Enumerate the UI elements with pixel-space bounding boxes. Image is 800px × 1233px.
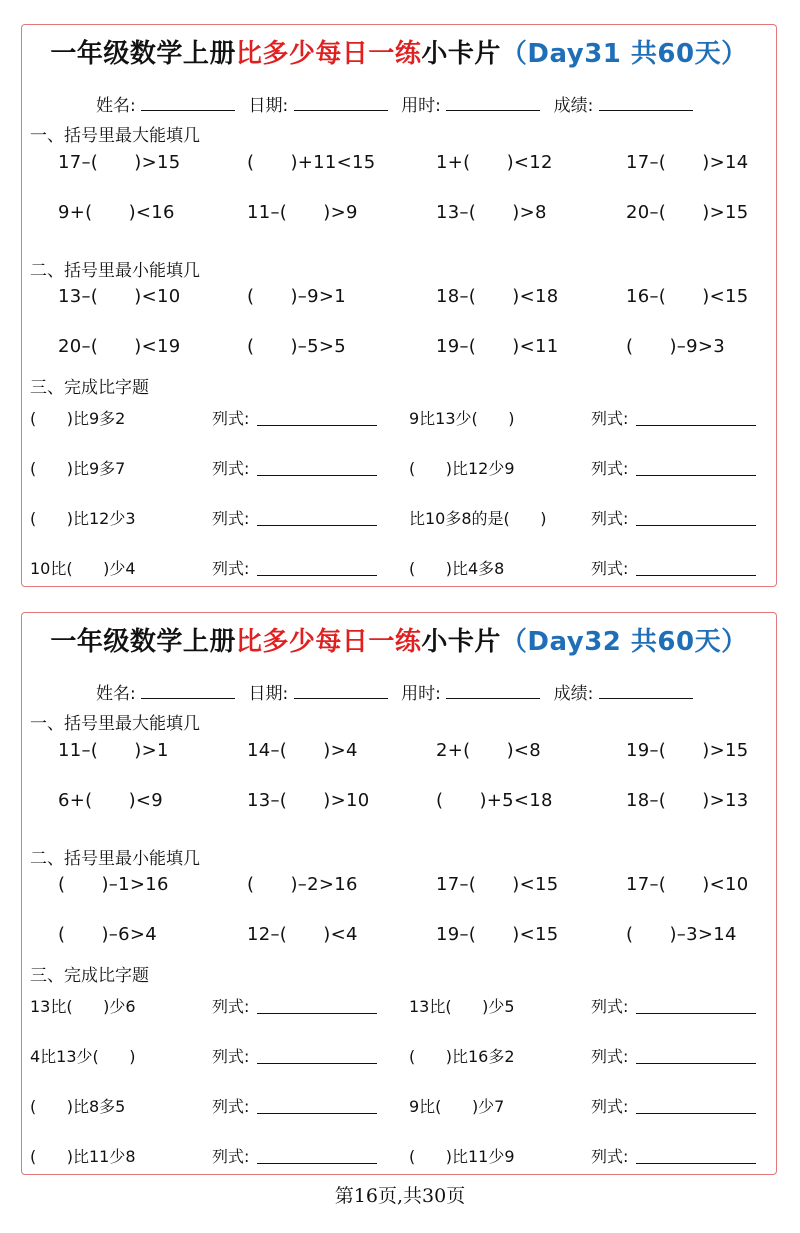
section3-row-1	[22, 994, 776, 1018]
title-part-3: 小卡片	[421, 39, 501, 69]
word-question: ( )比16多2	[409, 1047, 515, 1066]
question: 18–( )>13	[626, 790, 749, 811]
word-question: 13比( )少6	[30, 997, 136, 1016]
section2-row-1	[22, 874, 776, 898]
word-question: ( )比4多8	[409, 559, 505, 578]
question: 17–( )<10	[626, 874, 749, 895]
section3-heading: 三、完成比字题	[30, 966, 149, 986]
word-question: ( )比9多7	[30, 459, 126, 478]
equation-blank[interactable]	[636, 1012, 756, 1014]
section3-heading: 三、完成比字题	[30, 378, 149, 398]
question: 12–( )<4	[247, 924, 358, 945]
section1-row-1	[22, 740, 776, 764]
question: 18–( )<18	[436, 286, 559, 307]
word-question: ( )比11少8	[30, 1147, 136, 1166]
question: 17–( )>14	[626, 152, 749, 173]
question: 2+( )<8	[436, 740, 542, 761]
equation-label: 列式:	[591, 509, 629, 528]
equation-label: 列式:	[591, 459, 629, 478]
name-label: 姓名:	[96, 684, 136, 704]
word-question: 9比( )少7	[409, 1097, 505, 1116]
question: ( )–5>5	[247, 336, 346, 357]
word-question: 比10多8的是( )	[409, 509, 547, 528]
section1-heading: 一、括号里最大能填几	[30, 714, 200, 734]
time-label: 用时:	[401, 684, 441, 704]
equation-blank[interactable]	[257, 1062, 377, 1064]
equation-blank[interactable]	[257, 524, 377, 526]
equation-blank[interactable]	[636, 1112, 756, 1114]
info-row	[96, 91, 701, 116]
section1-row-1	[22, 152, 776, 176]
section3-row-2	[22, 456, 776, 480]
question: ( )–3>14	[626, 924, 737, 945]
question: 17–( )<15	[436, 874, 559, 895]
question: 20–( )<19	[58, 336, 181, 357]
equation-label: 列式:	[591, 409, 629, 428]
question: 19–( )>15	[626, 740, 749, 761]
equation-label: 列式:	[212, 997, 250, 1016]
info-row	[96, 679, 701, 704]
equation-blank[interactable]	[257, 424, 377, 426]
section2-heading: 二、括号里最小能填几	[30, 261, 200, 281]
title-part-4: （Day32 共60天）	[500, 627, 748, 657]
section1-row-2	[22, 202, 776, 226]
equation-blank[interactable]	[257, 574, 377, 576]
equation-blank[interactable]	[636, 574, 756, 576]
question: 19–( )<11	[436, 336, 559, 357]
word-question: 9比13少( )	[409, 409, 515, 428]
equation-blank[interactable]	[636, 1162, 756, 1164]
equation-label: 列式:	[212, 509, 250, 528]
equation-label: 列式:	[591, 1047, 629, 1066]
section3-row-3	[22, 506, 776, 530]
word-question: ( )比12少3	[30, 509, 136, 528]
question: 11–( )>1	[58, 740, 169, 761]
section2-row-2	[22, 924, 776, 948]
date-blank[interactable]	[294, 96, 388, 111]
equation-blank[interactable]	[636, 524, 756, 526]
section3-row-2	[22, 1044, 776, 1068]
equation-blank[interactable]	[636, 1062, 756, 1064]
section1-row-2	[22, 790, 776, 814]
equation-label: 列式:	[212, 1097, 250, 1116]
equation-label: 列式:	[591, 997, 629, 1016]
equation-label: 列式:	[212, 1147, 250, 1166]
page-footer: 第16页,共30页	[334, 1185, 466, 1207]
score-blank[interactable]	[599, 684, 693, 699]
title-part-3: 小卡片	[421, 627, 501, 657]
practice-card-day32	[21, 612, 777, 1175]
question: ( )–9>3	[626, 336, 725, 357]
question: ( )–1>16	[58, 874, 169, 895]
equation-label: 列式:	[591, 1147, 629, 1166]
title-part-1: 一年级数学上册	[50, 627, 236, 657]
card-title	[22, 621, 776, 658]
word-question: ( )比11少9	[409, 1147, 515, 1166]
word-question: ( )比9多2	[30, 409, 126, 428]
title-part-4: （Day31 共60天）	[500, 39, 748, 69]
word-question: ( )比8多5	[30, 1097, 126, 1116]
equation-label: 列式:	[591, 559, 629, 578]
question: 13–( )>8	[436, 202, 547, 223]
section3-row-4	[22, 1144, 776, 1168]
section3-row-3	[22, 1094, 776, 1118]
practice-card-day31	[21, 24, 777, 587]
equation-label: 列式:	[591, 1097, 629, 1116]
equation-label: 列式:	[212, 559, 250, 578]
score-blank[interactable]	[599, 96, 693, 111]
date-label: 日期:	[248, 96, 289, 116]
question: 9+( )<16	[58, 202, 175, 223]
card-title	[22, 33, 776, 70]
question: 20–( )>15	[626, 202, 749, 223]
question: 1+( )<12	[436, 152, 553, 173]
name-label: 姓名:	[96, 96, 136, 116]
word-question: 10比( )少4	[30, 559, 136, 578]
section3-row-4	[22, 556, 776, 580]
date-label: 日期:	[248, 684, 289, 704]
question: ( )–9>1	[247, 286, 346, 307]
question: ( )–2>16	[247, 874, 358, 895]
equation-label: 列式:	[212, 409, 250, 428]
equation-label: 列式:	[212, 1047, 250, 1066]
equation-blank[interactable]	[636, 474, 756, 476]
question: 11–( )>9	[247, 202, 358, 223]
name-blank[interactable]	[141, 96, 235, 111]
date-blank[interactable]	[294, 684, 388, 699]
equation-blank[interactable]	[257, 1112, 377, 1114]
section2-row-1	[22, 286, 776, 310]
section2-row-2	[22, 336, 776, 360]
question: 6+( )<9	[58, 790, 164, 811]
title-part-2: 比多少每日一练	[235, 39, 422, 69]
title-part-2: 比多少每日一练	[235, 627, 422, 657]
question: ( )–6>4	[58, 924, 157, 945]
time-blank[interactable]	[446, 96, 540, 111]
time-blank[interactable]	[446, 684, 540, 699]
equation-blank[interactable]	[636, 424, 756, 426]
score-label: 成绩:	[553, 684, 594, 704]
equation-blank[interactable]	[257, 1162, 377, 1164]
word-question: 4比13少( )	[30, 1047, 136, 1066]
word-question: ( )比12少9	[409, 459, 515, 478]
question: 16–( )<15	[626, 286, 749, 307]
question: ( )+5<18	[436, 790, 553, 811]
time-label: 用时:	[401, 96, 441, 116]
question: 17–( )>15	[58, 152, 181, 173]
score-label: 成绩:	[553, 96, 594, 116]
section3-row-1	[22, 406, 776, 430]
question: 19–( )<15	[436, 924, 559, 945]
title-part-1: 一年级数学上册	[50, 39, 236, 69]
question: 13–( )<10	[58, 286, 181, 307]
section1-heading: 一、括号里最大能填几	[30, 126, 200, 146]
question: 13–( )>10	[247, 790, 370, 811]
equation-label: 列式:	[212, 459, 250, 478]
name-blank[interactable]	[141, 684, 235, 699]
equation-blank[interactable]	[257, 474, 377, 476]
section2-heading: 二、括号里最小能填几	[30, 849, 200, 869]
word-question: 13比( )少5	[409, 997, 515, 1016]
question: 14–( )>4	[247, 740, 358, 761]
equation-blank[interactable]	[257, 1012, 377, 1014]
question: ( )+11<15	[247, 152, 376, 173]
